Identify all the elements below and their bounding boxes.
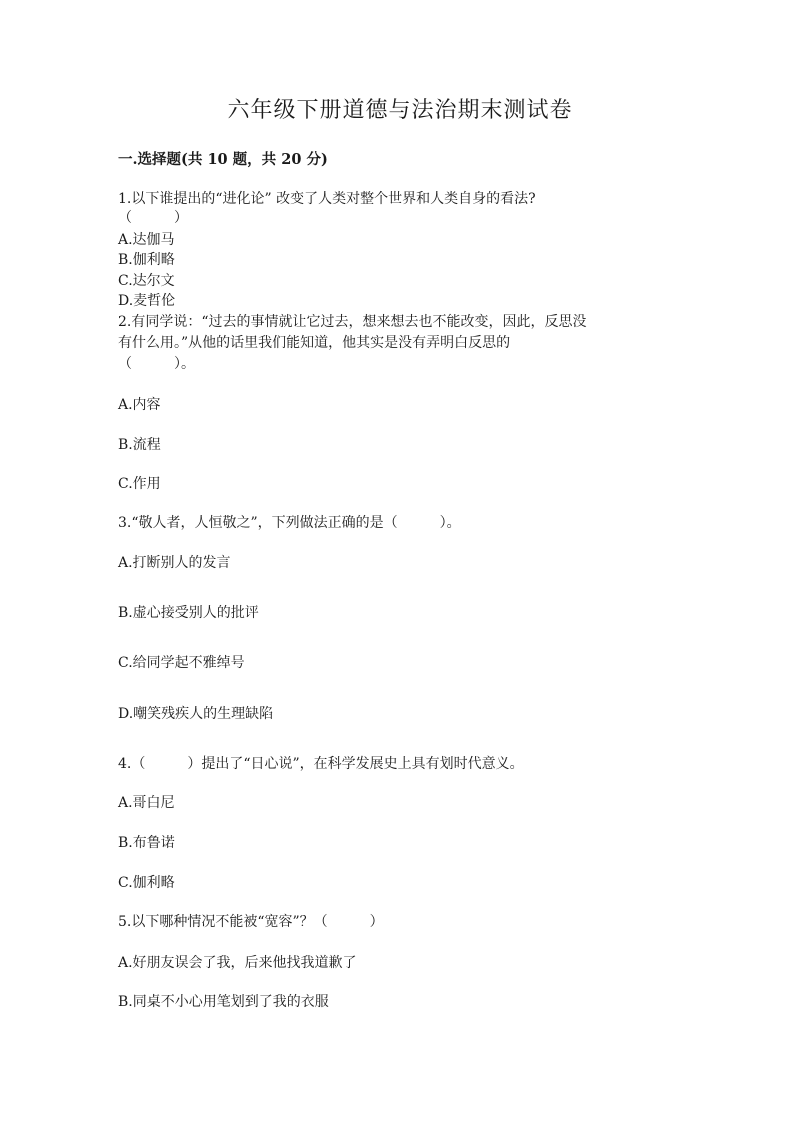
question-3-option-c: C.给同学起不雅绰号 bbox=[118, 655, 245, 671]
question-2-option-a: A.内容 bbox=[118, 397, 161, 413]
question-4-option-c: C.伽利略 bbox=[118, 875, 175, 891]
question-3-stem: 3.“敬人者，人恒敬之”，下列做法正确的是（ ）。 bbox=[118, 515, 461, 531]
question-2-option-c: C.作用 bbox=[118, 476, 161, 492]
section-heading: 一.选择题(共 10 题，共 20 分) bbox=[118, 151, 328, 168]
question-1-option-c: C.达尔文 bbox=[118, 273, 175, 289]
question-5-option-a: A.好朋友误会了我，后来他找我道歉了 bbox=[118, 955, 357, 971]
question-1-option-a: A.达伽马 bbox=[118, 232, 175, 248]
question-4-stem: 4.（ ）提出了“日心说”，在科学发展史上具有划时代意义。 bbox=[118, 756, 524, 772]
question-2-stem-line-3: （ ）。 bbox=[118, 356, 195, 372]
question-3-option-d: D.嘲笑残疾人的生理缺陷 bbox=[118, 706, 274, 722]
question-4-option-b: B.布鲁诺 bbox=[118, 835, 175, 851]
question-2-option-b: B.流程 bbox=[118, 437, 161, 453]
question-5-stem: 5.以下哪种情况不能被“宽容”？（ ） bbox=[118, 914, 384, 930]
question-3-option-b: B.虚心接受别人的批评 bbox=[118, 605, 259, 621]
question-2-stem-line-2: 有什么用。”从他的话里我们能知道，他其实是没有弄明白反思的 bbox=[118, 335, 511, 351]
question-2-stem-line-1: 2.有同学说：“过去的事情就让它过去，想来想去也不能改变，因此，反思没 bbox=[118, 314, 587, 330]
question-1-option-b: B.伽利略 bbox=[118, 252, 175, 268]
question-3-option-a: A.打断别人的发言 bbox=[118, 555, 231, 571]
question-1-stem-line-1: 1.以下谁提出的“进化论” 改变了人类对整个世界和人类自身的看法? bbox=[118, 191, 536, 207]
question-5-option-b: B.同桌不小心用笔划到了我的衣服 bbox=[118, 994, 329, 1010]
question-4-option-a: A.哥白尼 bbox=[118, 795, 175, 811]
question-1-stem-line-2: （ ） bbox=[118, 210, 188, 226]
page-title: 六年级下册道德与法治期末测试卷 bbox=[227, 98, 573, 123]
question-1-option-d: D.麦哲伦 bbox=[118, 293, 176, 309]
